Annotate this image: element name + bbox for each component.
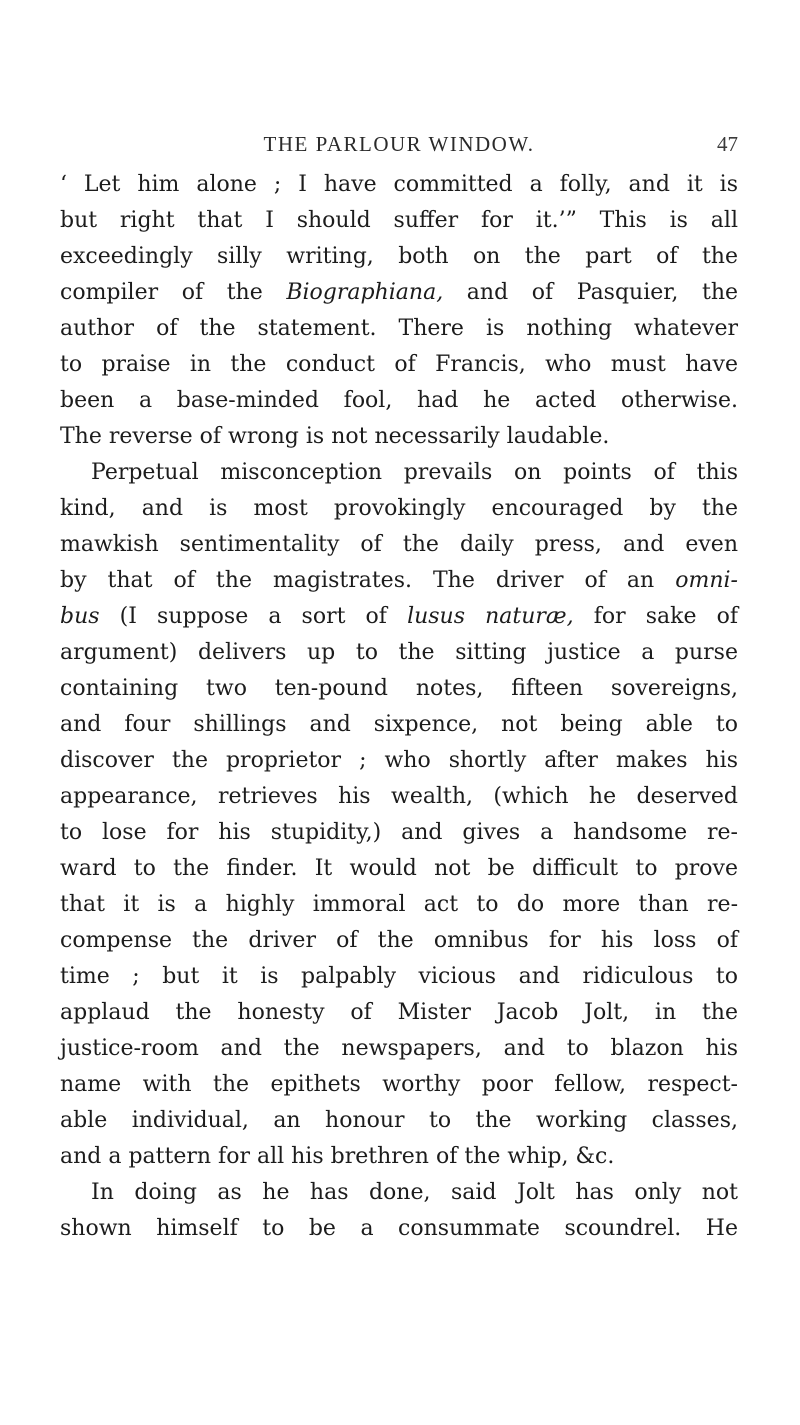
text-line (60, 851, 738, 887)
text-segment: by that of the magistrates. The driver of an (60, 568, 676, 593)
text-segment: for sake of (573, 604, 738, 629)
text-segment: able individual, an honour to the working classes, (60, 1108, 738, 1133)
text-line (60, 743, 738, 779)
running-title: THE PARLOUR WINDOW. (263, 132, 535, 156)
text-line (60, 347, 738, 383)
text-line (60, 1139, 738, 1175)
text-segment: ‘ Let him alone ; I have committed a folly, and it is (60, 172, 738, 197)
text-line (60, 635, 738, 671)
text-line (60, 1103, 738, 1139)
text-line (60, 455, 738, 491)
text-line (60, 311, 738, 347)
text-segment: In doing as he has done, said Jolt has only not (91, 1180, 738, 1205)
text-line (60, 491, 738, 527)
text-segment: (I suppose a sort of (99, 604, 408, 629)
italic-text: bus (60, 604, 100, 629)
text-line (60, 563, 738, 599)
text-line (60, 167, 738, 203)
text-segment: and a pattern for all his brethren of the whip, &c. (60, 1144, 615, 1169)
text-line (60, 707, 738, 743)
text-segment: shown himself to be a consummate scoundrel. He (60, 1216, 738, 1241)
text-segment: been a base-minded fool, had he acted otherwise. (60, 388, 738, 413)
text-segment: The reverse of wrong is not necessarily laudable. (60, 424, 610, 449)
text-line (60, 1031, 738, 1067)
text-segment: compiler of the (60, 280, 287, 305)
text-line (60, 275, 738, 311)
running-head (60, 132, 738, 162)
text-line (60, 419, 738, 455)
text-segment: compense the driver of the omnibus for his loss of (60, 928, 738, 953)
text-segment: kind, and is most provokingly encouraged by the (60, 496, 738, 521)
text-segment: author of the statement. There is nothing whatever (60, 316, 738, 341)
text-segment: exceedingly silly writing, both on the part of the (60, 244, 738, 269)
text-line (60, 815, 738, 851)
text-segment: time ; but it is palpably vicious and ridiculous to (60, 964, 738, 989)
text-segment: name with the epithets worthy poor fellow, respect- (60, 1072, 738, 1097)
text-segment: but right that I should suffer for it.’” This is all (60, 208, 738, 233)
text-line (60, 671, 738, 707)
text-line (60, 527, 738, 563)
text-line (60, 239, 738, 275)
text-line (60, 779, 738, 815)
italic-text: Biographiana, (286, 280, 444, 305)
text-segment: to praise in the conduct of Francis, who must have (60, 352, 738, 377)
text-segment: and four shillings and sixpence, not being able to (60, 712, 738, 737)
text-segment: that it is a highly immoral act to do more than re- (60, 892, 738, 917)
page-number: 47 (717, 132, 738, 156)
text-line (60, 203, 738, 239)
text-line (60, 1211, 738, 1247)
text-line (60, 1175, 738, 1211)
text-line (60, 959, 738, 995)
text-segment: Perpetual misconception prevails on points of this (91, 460, 738, 485)
text-segment: appearance, retrieves his wealth, (which he deserved (60, 784, 738, 809)
italic-text: lusus naturæ, (407, 604, 574, 629)
text-line (60, 995, 738, 1031)
body-text (60, 167, 738, 1247)
text-segment: mawkish sentimentality of the daily press, and even (60, 532, 738, 557)
text-segment: containing two ten-pound notes, fifteen sovereigns, (60, 676, 738, 701)
text-segment: to lose for his stupidity,) and gives a handsome re- (60, 820, 738, 845)
text-segment: and of Pasquier, the (443, 280, 739, 305)
text-line (60, 887, 738, 923)
text-line (60, 383, 738, 419)
text-segment: applaud the honesty of Mister Jacob Jolt, in the (60, 1000, 738, 1025)
text-line (60, 923, 738, 959)
text-segment: justice-room and the newspapers, and to blazon his (60, 1036, 738, 1061)
italic-text: omni- (675, 568, 738, 593)
text-segment: argument) delivers up to the sitting justice a purse (60, 640, 738, 665)
text-segment: ward to the finder. It would not be difficult to prove (60, 856, 738, 881)
text-line (60, 599, 738, 635)
text-segment: discover the proprietor ; who shortly after makes his (60, 748, 738, 773)
text-line (60, 1067, 738, 1103)
